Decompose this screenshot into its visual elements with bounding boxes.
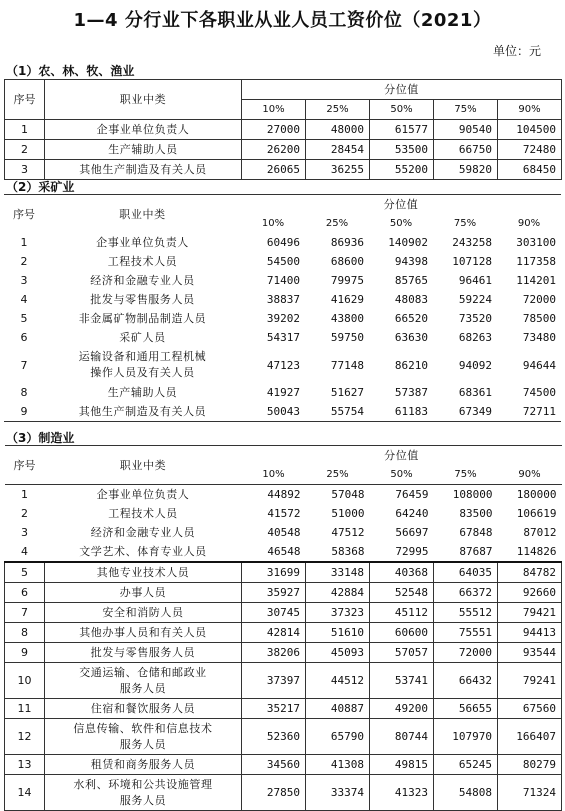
percentile-p75: 75%: [453, 218, 477, 229]
wage-value: 67848: [459, 526, 493, 539]
wage-value: 41927: [266, 386, 300, 399]
wage-value: 51627: [330, 386, 364, 399]
row-seq: 2: [21, 507, 28, 520]
wage-value: 94644: [522, 358, 557, 372]
occupation-name-line: 其他办事人员和有关人员: [79, 626, 207, 639]
occupation-name-line: 生产辅助人员: [107, 386, 178, 399]
percentile-p50: 50%: [390, 469, 413, 480]
occupation-name: [45, 542, 242, 562]
wage-value: 40887: [306, 699, 370, 719]
wage-value: 55512: [434, 603, 498, 623]
wage-value: 166407: [498, 719, 562, 755]
row-seq: 12: [5, 719, 45, 755]
wage-value: 104500: [498, 120, 562, 140]
occupation-name: [44, 233, 241, 252]
wage-value: 72480: [498, 140, 562, 160]
table-row: [5, 775, 562, 811]
wage-value: 56697: [395, 526, 429, 539]
wage-value: 53500: [370, 140, 434, 160]
table-row: [5, 623, 562, 643]
wage-value: 66372: [434, 583, 498, 603]
occupation-name: [45, 643, 242, 663]
occupation-name-line: 其他专业技术人员: [96, 566, 190, 579]
category-header: 职业中类: [45, 80, 242, 120]
wage-value: 140902: [388, 236, 428, 249]
section-heading: （1）农、林、牧、渔业: [6, 64, 135, 78]
wage-value: 55754: [305, 402, 369, 422]
wage-value: 52548: [370, 583, 434, 603]
wage-value: 41308: [306, 755, 370, 775]
occupation-name-line: 批发与零售服务人员: [90, 293, 195, 306]
row-seq: 8: [20, 386, 28, 399]
wage-value: 50043: [241, 402, 305, 422]
occupation-name: [45, 663, 242, 699]
row-seq: 1: [5, 485, 45, 505]
wage-value: 37397: [242, 663, 306, 699]
table-row: [5, 603, 562, 623]
occupation-name-line: 生产辅助人员: [108, 143, 178, 156]
occupation-name-line: 水利、环境和公共设施管理: [73, 777, 213, 791]
occupation-name-line: 服务人员: [119, 681, 167, 695]
table-row: [5, 663, 562, 699]
wage-value: 33148: [306, 562, 370, 583]
table-row: [5, 160, 562, 180]
wage-value: 90540: [434, 120, 498, 140]
percentile-p75: 75%: [434, 100, 498, 120]
wage-value: 93544: [498, 643, 562, 663]
wage-table-mining: [4, 194, 561, 422]
occupation-name-line: 安全和消防人员: [102, 606, 184, 619]
wage-value: 59820: [434, 160, 498, 180]
wage-value: 79975: [330, 274, 364, 287]
wage-value: 243258: [452, 236, 492, 249]
occupation-name-line: 采矿人员: [119, 331, 166, 344]
wage-value: 94092: [458, 358, 492, 372]
occupation-name: [45, 523, 242, 542]
percentile-p90: 90%: [517, 218, 541, 229]
occupation-name-line: 批发与零售服务人员: [90, 646, 196, 659]
table-row: [4, 290, 561, 309]
wage-value: 73520: [458, 312, 492, 325]
wage-value: 94398: [394, 255, 428, 268]
wage-value: 73480: [522, 331, 557, 344]
percentile-p10: 10%: [262, 469, 285, 480]
percentile-p10: 10%: [242, 100, 306, 120]
table-row: [4, 328, 561, 347]
row-seq: 6: [5, 583, 45, 603]
row-seq: 2: [20, 255, 28, 268]
occupation-name: [44, 402, 241, 422]
wage-value: 72711: [497, 402, 561, 422]
table-row: [5, 140, 562, 160]
wage-value: 42884: [306, 583, 370, 603]
percentile-p25: 25%: [325, 218, 349, 229]
occupation-name: [45, 140, 242, 160]
occupation-name-line: 租赁和商务服务人员: [90, 758, 196, 771]
row-seq: 14: [5, 775, 45, 811]
wage-value: 92660: [498, 583, 562, 603]
wage-value: 27850: [242, 775, 306, 811]
wage-value: 72995: [395, 545, 429, 558]
wage-value: 74500: [522, 386, 557, 399]
wage-value: 68450: [498, 160, 562, 180]
table-row: [5, 643, 562, 663]
wage-value: 87012: [523, 526, 557, 539]
occupation-name: [45, 755, 242, 775]
occupation-name: [44, 252, 241, 271]
occupation-name-line: 交通运输、仓储和邮政业: [79, 665, 207, 679]
wage-value: 46548: [267, 545, 301, 558]
occupation-name-line: 服务人员: [119, 737, 167, 751]
wage-value: 64035: [434, 562, 498, 583]
wage-value: 64240: [395, 507, 429, 520]
wage-value: 85765: [394, 274, 428, 287]
wage-value: 45093: [306, 643, 370, 663]
wage-value: 84782: [498, 562, 562, 583]
row-seq: 1: [20, 236, 28, 249]
percentile-p10: 10%: [261, 218, 285, 229]
wage-value: 55200: [370, 160, 434, 180]
percentile-p25: 25%: [326, 469, 349, 480]
wage-value: 86210: [394, 358, 428, 372]
table-row: [4, 347, 561, 383]
row-seq: 4: [21, 545, 28, 558]
occupation-name: [44, 328, 241, 347]
wage-table-agriculture: [4, 79, 562, 180]
page-title: 1—4 分行业下各职业从业人员工资价位（2021）: [73, 10, 492, 31]
wage-value: 180000: [498, 485, 562, 505]
wage-value: 54808: [434, 775, 498, 811]
wage-value: 30745: [242, 603, 306, 623]
wage-value: 78500: [522, 312, 557, 325]
wage-value: 28454: [306, 140, 370, 160]
table-row: [4, 309, 561, 328]
table-row: [5, 583, 562, 603]
table-row: [4, 233, 561, 252]
header-row: [5, 80, 562, 100]
wage-value: 40548: [267, 526, 301, 539]
occupation-name: [44, 347, 241, 383]
table-row: [5, 562, 562, 583]
wage-value: 27000: [242, 120, 306, 140]
wage-value: 56655: [434, 699, 498, 719]
wage-value: 106619: [516, 507, 557, 520]
percentile-p50: 50%: [389, 218, 413, 229]
wage-value: 68263: [458, 331, 492, 344]
wage-value: 60600: [370, 623, 434, 643]
occupation-name: [45, 775, 242, 811]
row-seq: 10: [5, 663, 45, 699]
wage-value: 61577: [370, 120, 434, 140]
occupation-name: [45, 699, 242, 719]
wage-value: 42814: [242, 623, 306, 643]
occupation-name-line: 操作人员及有关人员: [90, 366, 195, 379]
table-row: [5, 523, 562, 542]
wage-value: 75551: [434, 623, 498, 643]
occupation-name-line: 住宿和餐饮服务人员: [90, 702, 196, 715]
wage-value: 26200: [242, 140, 306, 160]
occupation-name-line: 经济和金融专业人员: [90, 274, 195, 287]
wage-table-manufacturing: [4, 445, 562, 811]
wage-value: 57048: [306, 485, 370, 505]
occupation-name-line: 企事业单位负责人: [96, 236, 189, 249]
wage-value: 65790: [306, 719, 370, 755]
wage-value: 68361: [458, 386, 492, 399]
wage-value: 57387: [394, 386, 428, 399]
row-seq: 3: [21, 526, 28, 539]
table-row: [5, 504, 562, 523]
table-row: [5, 120, 562, 140]
wage-value: 41323: [370, 775, 434, 811]
wage-value: 41572: [267, 507, 301, 520]
wage-value: 96461: [458, 274, 492, 287]
row-seq: 5: [5, 562, 45, 583]
wage-value: 51000: [331, 507, 365, 520]
wage-value: 41629: [330, 293, 364, 306]
header-row: [5, 446, 562, 466]
wage-value: 48083: [394, 293, 428, 306]
table-row: [4, 252, 561, 271]
wage-value: 49200: [370, 699, 434, 719]
row-seq: 9: [4, 402, 44, 422]
row-seq: 7: [20, 358, 28, 372]
occupation-name-line: 其他生产制造及有关人员: [78, 405, 207, 418]
wage-value: 80279: [498, 755, 562, 775]
wage-value: 71324: [498, 775, 562, 811]
occupation-name: [45, 485, 242, 505]
occupation-name-line: 工程技术人员: [107, 255, 178, 268]
wage-value: 49815: [370, 755, 434, 775]
occupation-name: [45, 583, 242, 603]
wage-value: 71400: [266, 274, 300, 287]
quantile-header: 分位值: [242, 80, 562, 100]
wage-value: 59750: [330, 331, 364, 344]
wage-value: 38837: [266, 293, 300, 306]
occupation-name: [44, 309, 241, 328]
wage-value: 67349: [433, 402, 497, 422]
occupation-name: [45, 160, 242, 180]
row-seq: 5: [20, 312, 28, 325]
unit-label: 单位：元: [492, 44, 541, 58]
wage-value: 35927: [242, 583, 306, 603]
wage-value: 37323: [306, 603, 370, 623]
row-seq: 1: [5, 120, 45, 140]
occupation-name: [45, 562, 242, 583]
wage-value: 52360: [242, 719, 306, 755]
category-header: 职业中类: [44, 195, 241, 234]
table-row: [5, 699, 562, 719]
percentile-p90: 90%: [498, 100, 562, 120]
table-row: [4, 383, 561, 402]
percentile-p75: 75%: [454, 469, 477, 480]
row-seq: 4: [20, 293, 28, 306]
wage-value: 72000: [434, 643, 498, 663]
row-seq: 6: [20, 331, 28, 344]
wage-value: 72000: [522, 293, 557, 306]
wage-value: 117358: [516, 255, 557, 268]
wage-value: 39202: [266, 312, 300, 325]
wage-value: 83500: [459, 507, 493, 520]
wage-value: 107970: [434, 719, 498, 755]
table-row: [5, 755, 562, 775]
wage-value: 79241: [498, 663, 562, 699]
row-seq: 13: [5, 755, 45, 775]
occupation-name-line: 工程技术人员: [108, 507, 178, 520]
table-row: [5, 542, 562, 562]
wage-value: 66432: [434, 663, 498, 699]
wage-value: 79421: [498, 603, 562, 623]
table-row: [5, 485, 562, 505]
wage-value: 63630: [394, 331, 428, 344]
occupation-name: [45, 603, 242, 623]
category-header: 职业中类: [45, 446, 242, 485]
wage-value: 87687: [459, 545, 493, 558]
percentile-p90: 90%: [518, 469, 541, 480]
occupation-name-line: 非金属矿物制品制造人员: [78, 312, 207, 325]
seq-header: 序号: [5, 80, 45, 120]
table-row: [5, 719, 562, 755]
wage-value: 303100: [516, 236, 557, 249]
seq-header: 序号: [5, 446, 45, 485]
wage-value: 68600: [330, 255, 364, 268]
wage-value: 35217: [242, 699, 306, 719]
wage-value: 31699: [242, 562, 306, 583]
wage-value: 47123: [266, 358, 300, 372]
occupation-name: [45, 504, 242, 523]
occupation-name-line: 文学艺术、体育专业人员: [79, 545, 207, 558]
wage-value: 66520: [394, 312, 428, 325]
occupation-name-line: 运输设备和通用工程机械: [78, 350, 207, 363]
wage-value: 86936: [330, 236, 364, 249]
wage-value: 44512: [306, 663, 370, 699]
occupation-name-line: 服务人员: [119, 793, 167, 807]
wage-value: 34560: [242, 755, 306, 775]
occupation-name-line: 企事业单位负责人: [96, 123, 190, 136]
row-seq: 2: [5, 140, 45, 160]
occupation-name-line: 信息传输、软件和信息技术: [73, 721, 213, 735]
wage-value: 114826: [516, 545, 557, 558]
wage-value: 57057: [370, 643, 434, 663]
table-row: [4, 271, 561, 290]
wage-value: 44892: [242, 485, 306, 505]
occupation-name: [45, 120, 242, 140]
wage-value: 38206: [242, 643, 306, 663]
quantile-header: 分位值: [242, 446, 562, 466]
occupation-name: [44, 290, 241, 309]
table-row: [4, 402, 561, 422]
wage-value: 107128: [452, 255, 492, 268]
wage-value: 66750: [434, 140, 498, 160]
wage-value: 53741: [370, 663, 434, 699]
row-seq: 3: [20, 274, 28, 287]
wage-value: 47512: [331, 526, 365, 539]
wage-value: 36255: [306, 160, 370, 180]
occupation-name-line: 企事业单位负责人: [96, 488, 190, 501]
wage-value: 65245: [434, 755, 498, 775]
wage-value: 54500: [266, 255, 300, 268]
wage-value: 58368: [331, 545, 365, 558]
wage-value: 77148: [330, 358, 364, 372]
wage-value: 94413: [498, 623, 562, 643]
wage-value: 114201: [516, 274, 557, 287]
occupation-name-line: 经济和金融专业人员: [90, 526, 196, 539]
occupation-name: [45, 623, 242, 643]
occupation-name-line: 其他生产制造及有关人员: [79, 163, 207, 176]
wage-value: 40368: [370, 562, 434, 583]
section-heading: （3）制造业: [6, 431, 75, 445]
header-row: [4, 195, 561, 215]
wage-value: 108000: [434, 485, 498, 505]
row-seq: 8: [5, 623, 45, 643]
percentile-p50: 50%: [370, 100, 434, 120]
percentile-p25: 25%: [306, 100, 370, 120]
wage-value: 33374: [306, 775, 370, 811]
occupation-name: [44, 271, 241, 290]
wage-value: 76459: [370, 485, 434, 505]
wage-value: 48000: [306, 120, 370, 140]
wage-value: 51610: [306, 623, 370, 643]
wage-value: 54317: [266, 331, 300, 344]
wage-value: 45112: [370, 603, 434, 623]
wage-value: 61183: [369, 402, 433, 422]
row-seq: 9: [5, 643, 45, 663]
occupation-name-line: 办事人员: [119, 586, 167, 599]
wage-value: 80744: [370, 719, 434, 755]
row-seq: 3: [5, 160, 45, 180]
wage-value: 59224: [458, 293, 492, 306]
row-seq: 11: [5, 699, 45, 719]
wage-value: 60496: [266, 236, 300, 249]
seq-header: 序号: [4, 195, 44, 234]
section-heading: （2）采矿业: [6, 180, 75, 194]
row-seq: 7: [5, 603, 45, 623]
quantile-header: 分位值: [241, 195, 561, 215]
occupation-name: [44, 383, 241, 402]
occupation-name: [45, 719, 242, 755]
wage-value: 67560: [498, 699, 562, 719]
wage-value: 43800: [330, 312, 364, 325]
wage-value: 26065: [242, 160, 306, 180]
